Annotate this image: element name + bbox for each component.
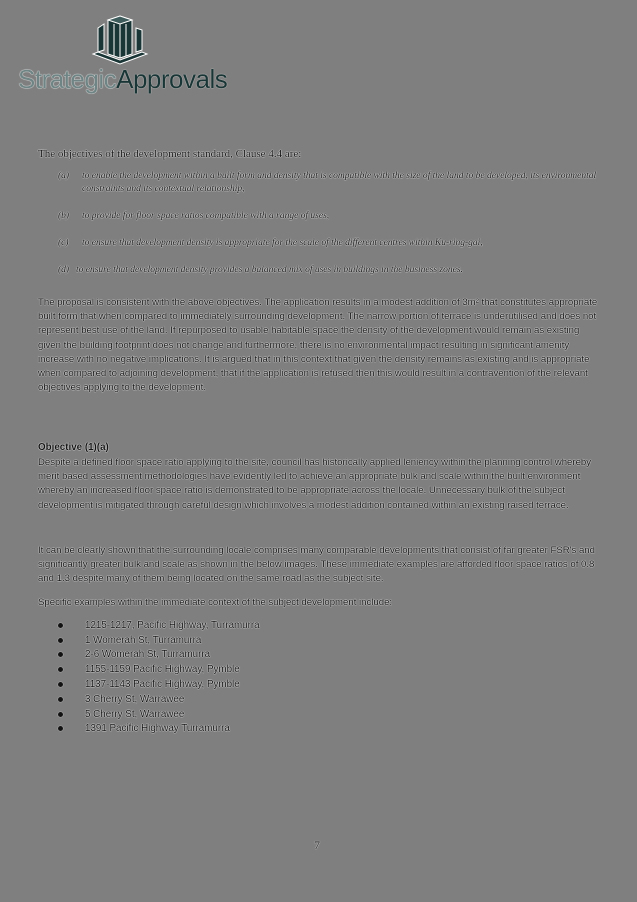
bullet-icon	[58, 652, 63, 657]
list-item	[58, 707, 260, 722]
list-item	[58, 677, 260, 692]
objective-label: (b)	[58, 211, 70, 221]
bullet-icon	[58, 667, 63, 672]
example-address: 1137-1143 Pacific Highway, Pymble	[85, 679, 240, 691]
bullet-icon	[58, 726, 63, 731]
example-address: 1 Womerah St, Turramurra	[85, 634, 202, 646]
objective-heading: Objective (1)(a)	[38, 442, 109, 453]
surrounding-locale-paragraph: It can be clearly shown that the surrounding locale comprises many comparable developments that consist of far greater FSR's and significantly greater bulk and scale as shown in the below images. These immediate examples are afforded floor space ratios of 0.8 and 1.3 despite many of them being located on the same road as the subject site.	[38, 545, 595, 585]
objective-item-a	[58, 170, 598, 196]
example-address: 1215-1217, Pacific Highway, Turramurra	[85, 619, 260, 631]
objectives-intro: The objectives of the development standard, Clause 4.4 are:	[38, 148, 302, 160]
bullet-icon	[58, 638, 63, 643]
consistency-paragraph: The proposal is consistent with the above objectives. The application results in a modest addition of 3m² that constitutes appropriate built form that when compared to immediately surrounding development. The narrow portion of terrace is underutilised and does not represent best use of the land. If repurposed to usable habitable space the density of the development would remain as existing given the building footprint does not change and furthermore, there is no environmental impact resulting in significant amenity increase with no negative implications. It is argued that in this context that given the density remains as existing and is appropriate when compared to adjoining development, that if the application is refused then this would result in a contravention of the relevant objectives applying to the development.	[38, 297, 598, 394]
list-item	[58, 662, 260, 677]
building-icon	[90, 14, 150, 66]
bullet-icon	[58, 682, 63, 687]
objective-item-d	[58, 264, 598, 277]
list-item	[58, 722, 260, 737]
objective-label: (a)	[58, 171, 70, 181]
logo-text-strategic: Strategic	[18, 64, 117, 94]
objective-text: to ensure that development density provides a balanced mix of uses in buildings in the business zones.	[76, 265, 463, 275]
logo-text-approvals: Approvals	[116, 64, 228, 94]
objectives-list	[58, 170, 598, 291]
objective-text: to provide for floor space ratios compatible with a range of uses,	[82, 211, 330, 221]
example-address: 2-6 Womerah St, Turramurra	[85, 649, 211, 661]
objective-item-c	[58, 237, 598, 250]
example-address: 5 Cherry St, Warrawee	[85, 708, 185, 720]
logo-wordmark	[18, 66, 227, 92]
example-address: 1155-1159 Pacific Highway, Pymble	[85, 664, 240, 676]
objective-label: (c)	[58, 238, 69, 248]
bullet-icon	[58, 697, 63, 702]
list-item	[58, 692, 260, 707]
objective-label: (d)	[58, 265, 70, 275]
company-logo	[18, 14, 228, 96]
objective-text: to ensure that development density is appropriate for the scale of the different centres within Ku-ring-gai,	[82, 238, 483, 248]
list-item	[58, 633, 260, 648]
bullet-icon	[58, 712, 63, 717]
examples-intro-paragraph: Specific examples within the immediate context of the subject development include:	[38, 597, 393, 608]
objective-item-b	[58, 210, 598, 223]
examples-list	[58, 618, 260, 736]
merit-assessment-paragraph: Despite a defined floor space ratio applying to the site, council has historically applied leniency within the planning control whereby merit based assessment methodologies have evidently led to achieve an appropriate bulk and scale within the built environment whereby an increased floor space ratio is demonstrated to be appropriate across the locale. Unnecessary bulk of the subject development is mitigated through careful design which involves a modest addition contained within an existing raised terrace.	[38, 457, 592, 511]
page-number: 7	[314, 838, 320, 852]
bullet-icon	[58, 623, 63, 628]
list-item	[58, 648, 260, 663]
example-address: 1391 Pacific Highway Turramurra	[85, 723, 230, 735]
list-item	[58, 618, 260, 633]
example-address: 3 Cherry St, Warrawee	[85, 693, 185, 705]
objective-text: to enable the development within a built form and density that is compatible with the size of the land to be developed, its environmental constraints and its contextual relationship,	[82, 171, 597, 194]
